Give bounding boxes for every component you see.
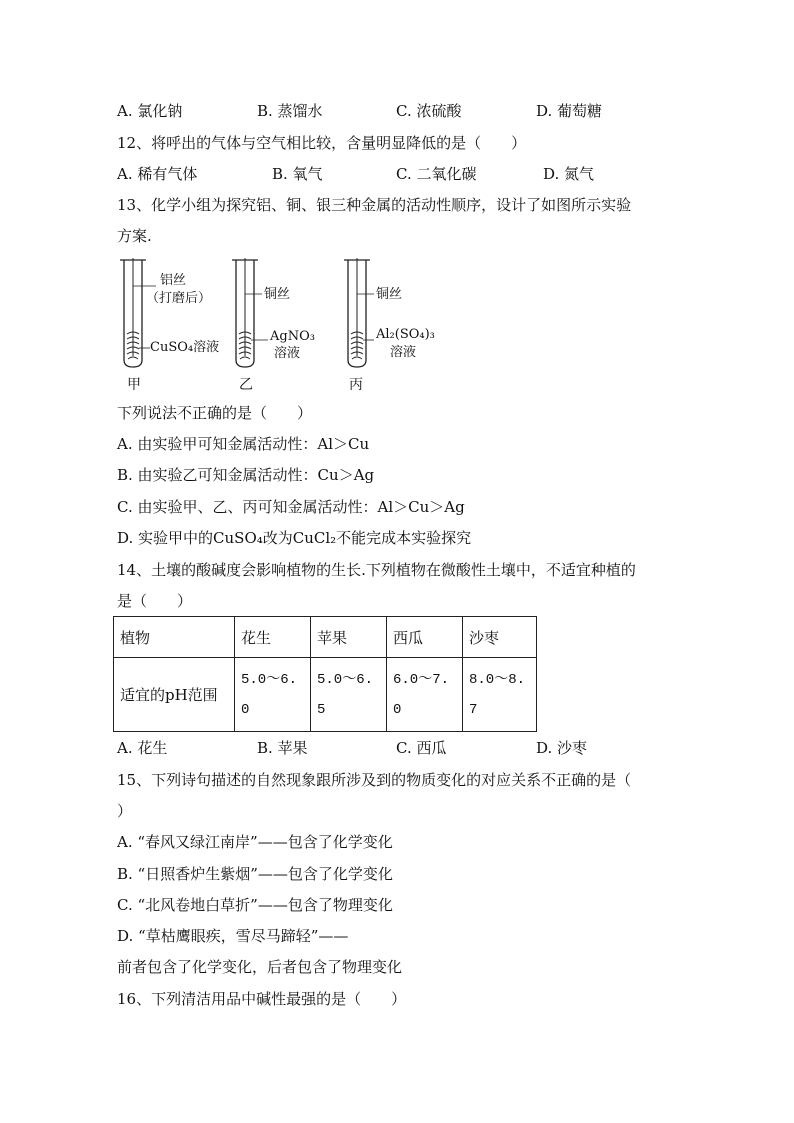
q12-option-c: C. 二氧化碳 <box>396 165 477 183</box>
q15-option-a: A. “春风又绿江南岸”——包含了化学变化 <box>117 833 393 851</box>
q13-option-a: A. 由实验甲可知金属活动性：Al＞Cu <box>117 435 370 453</box>
table-header-cell: 苹果 <box>311 617 387 658</box>
q11-option-c: C. 浓硫酸 <box>396 102 462 120</box>
ph-range-part: 5.0～6. <box>241 671 298 688</box>
tube-jia-name: 甲 <box>127 377 141 393</box>
tube-bing-name: 丙 <box>349 377 363 393</box>
tube-jia-wire-label: 铝丝 <box>160 273 187 288</box>
q13-option-d: D. 实验甲中的CuSO₄改为CuCl₂不能完成本实验探究 <box>117 529 472 547</box>
ph-range-part: 8.0～8. <box>469 671 526 688</box>
ph-range-part: 6.0～7. <box>393 671 450 688</box>
ph-range-part: 0 <box>393 701 402 718</box>
q15-option-b: B. “日照香炉生紫烟”——包含了化学变化 <box>117 865 393 883</box>
ph-range-part: 5.0～6. <box>317 671 374 688</box>
tube-bing-solution-label: 溶液 <box>390 345 417 360</box>
tube-jia-wire-note: （打磨后） <box>146 291 212 306</box>
q14-stem-line2: 是（ ） <box>117 592 193 610</box>
q12-stem: 12、将呼出的气体与空气相比较，含量明显降低的是（ ） <box>117 134 527 152</box>
ph-range-part: 5 <box>317 701 326 718</box>
table-header-cell: 沙枣 <box>463 617 537 658</box>
table-cell <box>311 658 387 732</box>
q14-option-c: C. 西瓜 <box>396 739 447 757</box>
q15-option-c: C. “北风卷地白草折”——包含了物理变化 <box>117 896 393 914</box>
q14-option-a: A. 花生 <box>117 739 168 757</box>
q13-stem-line2: 方案. <box>117 227 152 245</box>
q11-option-d: D. 葡萄糖 <box>536 102 603 120</box>
ph-range-part: 7 <box>469 701 478 718</box>
q15-option-d-continuation: 前者包含了化学变化，后者包含了物理变化 <box>117 958 403 976</box>
q16-stem: 16、下列清洁用品中碱性最强的是（ ） <box>117 990 407 1008</box>
q13-option-b: B. 由实验乙可知金属活动性：Cu＞Ag <box>117 466 375 484</box>
table-cell <box>463 658 537 732</box>
tube-yi-name: 乙 <box>239 377 253 393</box>
tube-yi-wire-label: 铜丝 <box>264 287 291 302</box>
tube-yi-solution-label: 溶液 <box>274 346 301 361</box>
q12-option-b: B. 氧气 <box>272 165 323 183</box>
tube-jia-solution-label: CuSO₄溶液 <box>150 340 220 355</box>
tube-bing-solution-formula: Al₂(SO₄)₃ <box>376 327 435 342</box>
q12-option-d: D. 氮气 <box>543 165 595 183</box>
table-cell <box>235 658 311 732</box>
q14-option-b: B. 苹果 <box>257 739 308 757</box>
tube-yi-solution-formula: AgNO₃ <box>270 329 315 344</box>
table-header-cell: 西瓜 <box>387 617 463 658</box>
q14-stem-line1: 14、土壤的酸碱度会影响植物的生长.下列植物在微酸性土壤中，不适宜种植的 <box>117 561 636 579</box>
q12-option-a: A. 稀有气体 <box>117 165 198 183</box>
ph-range-table <box>113 616 537 732</box>
q11-option-b: B. 蒸馏水 <box>257 102 323 120</box>
table-header-cell: 花生 <box>235 617 311 658</box>
q13-question: 下列说法不正确的是（ ） <box>117 404 313 422</box>
q14-option-d: D. 沙枣 <box>536 739 588 757</box>
q11-option-a: A. 氯化钠 <box>117 102 183 120</box>
q13-option-c: C. 由实验甲、乙、丙可知金属活动性：Al＞Cu＞Ag <box>117 498 465 516</box>
table-header-row <box>114 617 537 658</box>
q15-stem-line2: ） <box>117 802 133 820</box>
q15-stem-line1: 15、下列诗句描述的自然现象跟所涉及到的物质变化的对应关系不正确的是（ <box>117 771 632 789</box>
q15-option-d: D. “草枯鹰眼疾，雪尽马蹄轻”—— <box>117 927 349 945</box>
tube-bing-wire-label: 铜丝 <box>376 287 403 302</box>
q13-stem-line1: 13、化学小组为探究铝、铜、银三种金属的活动性顺序，设计了如图所示实验 <box>117 196 632 214</box>
table-cell <box>387 658 463 732</box>
table-row-label: 适宜的pH范围 <box>114 658 235 732</box>
ph-range-part: 0 <box>241 701 250 718</box>
table-row <box>114 658 537 732</box>
table-header-cell: 植物 <box>114 617 235 658</box>
